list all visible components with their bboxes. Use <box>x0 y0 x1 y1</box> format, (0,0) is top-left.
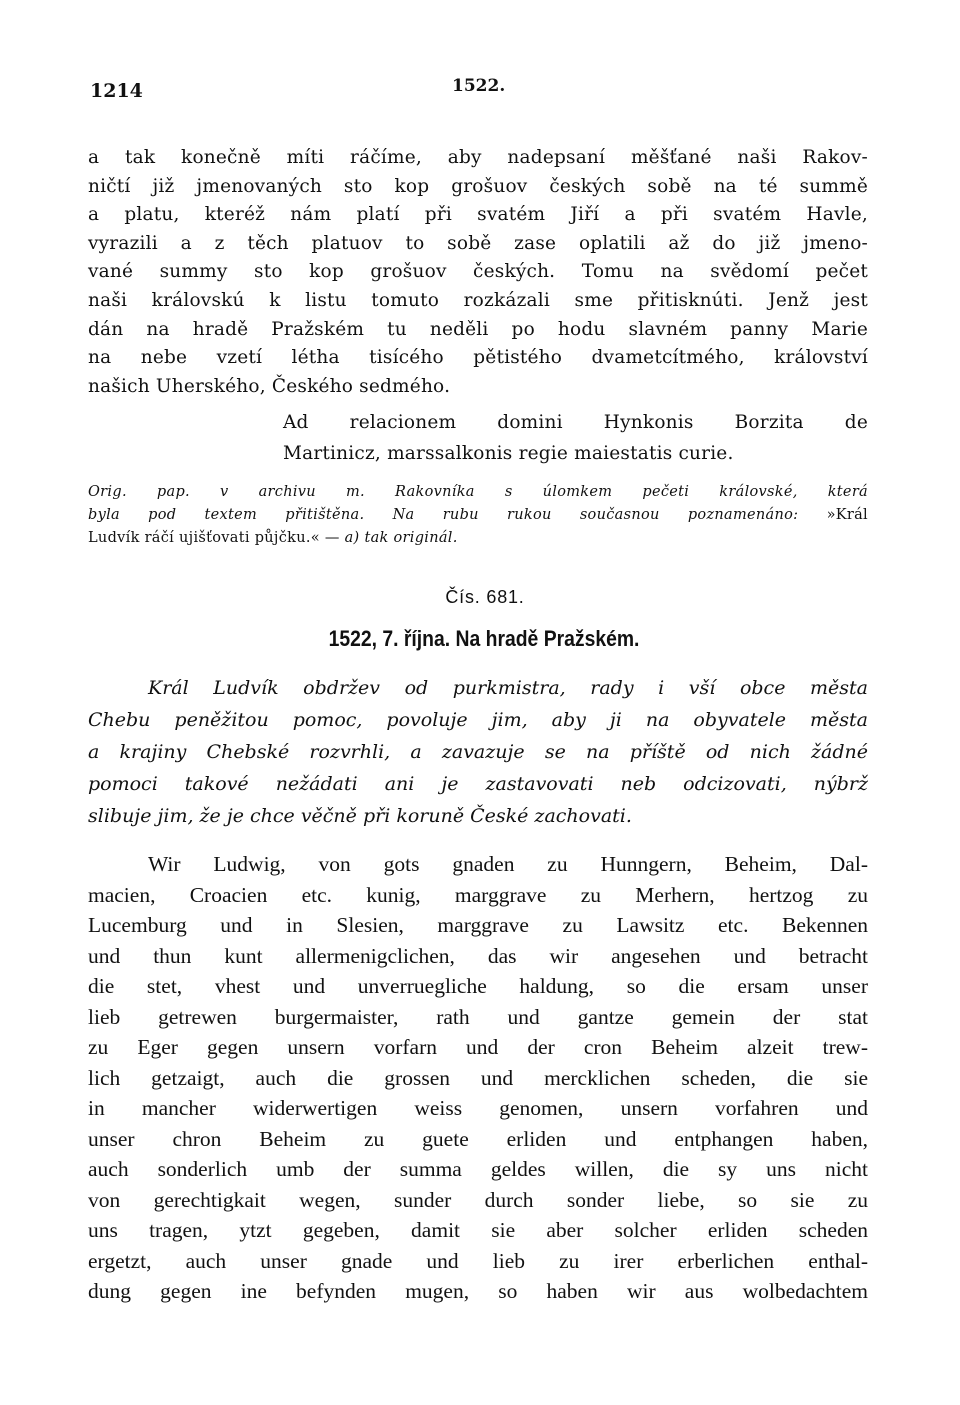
note-italic: Rakovníka s úlomkem pečeti královské, která <box>395 484 868 501</box>
text-line: a tak konečně míti ráčíme, aby nadepsaní měšťané naši Rakov- <box>88 147 868 168</box>
document-number: Čís. 681. <box>445 587 525 608</box>
page <box>88 72 868 1307</box>
text-line: Chebu peněžitou pomoc, povoluje jim, aby ji na obyvatele města <box>88 709 868 732</box>
text-line: vané summy sto kop grošuov českých. Tomu na svědomí pečet <box>88 261 868 283</box>
text-line: našich Uherského, Českého sedmého. <box>88 375 451 397</box>
text-line: Ad relacionem domini Hynkonis Borzita de <box>283 412 868 434</box>
note-italic: byla pod textem přitištěna. <box>88 507 365 524</box>
text-line: und thun kunt allermenigclichen, das wir angesehen und betracht <box>88 943 868 968</box>
page-number: 1214 <box>90 80 143 102</box>
text-line <box>88 504 868 527</box>
text-line: von gerechtigkait wegen, sunder durch sonder liebe, so sie zu <box>88 1187 868 1212</box>
note-quote: Ludvík ráčí ujišťovati půjčku.« <box>88 530 320 547</box>
note-footnote-mark: a) <box>344 530 360 547</box>
continuation-paragraph <box>88 144 868 401</box>
text-line <box>88 481 868 504</box>
text-line: vyrazili a z těch platuov to sobě zase oplatili až do již jmeno- <box>88 232 868 254</box>
text-line: in mancher widerwertigen weiss genomen, unsern vorfahren und <box>88 1096 868 1121</box>
text-line: auch sonderlich umb der summa geldes willen, die sy uns nicht <box>88 1157 868 1182</box>
archival-note <box>88 481 868 550</box>
text-line: Lucemburg und in Slesien, marggrave zu Lawsitz etc. Bekennen <box>88 913 868 938</box>
text-line: macien, Croacien etc. kunig, marggrave zu Merhern, hertzog zu <box>88 882 868 907</box>
text-line: ničtí již jmenovaných sto kop grošuov českých sobě na té summě <box>88 175 868 197</box>
text-line: lich getzaigt, auch die grossen und mercklichen scheden, die sie <box>88 1065 868 1090</box>
note-italic: tak originál. <box>364 530 458 547</box>
text-line: pomoci takové nežádati ani je zastavovati neb odcizovati, nýbrž <box>88 773 868 796</box>
text-line: Martinicz, marssalkonis regie maiestatis curie. <box>283 443 734 465</box>
document-text-paragraph <box>88 849 868 1307</box>
text-line: zu Eger gegen unsern vorfarn und der cron Beheim alzeit trew- <box>88 1035 868 1060</box>
note-italic: Na rubu rukou současnou poznamenáno: <box>392 507 799 524</box>
running-head <box>88 72 868 108</box>
note-dash: — <box>324 530 340 547</box>
text-line: na nebe vzetí létha tisícého pětistého dvametcítmého, království <box>88 347 868 369</box>
running-head-year: 1522. <box>452 76 506 96</box>
regest-paragraph <box>88 672 868 832</box>
note-italic: Orig. pap. v archivu m. <box>88 484 365 501</box>
text-line: dán na hradě Pražském tu neděli po hodu slavném panny Marie <box>88 318 868 340</box>
text-line: lieb getrewen burgermaister, rath und gantze gemein der stat <box>88 1004 868 1029</box>
text-line: ergetzt, auch unser gnade und lieb zu irer erberlichen enthal- <box>88 1248 868 1273</box>
text-line <box>88 527 868 550</box>
text-line: Wir Ludwig, von gots gnaden zu Hunngern, Beheim, Dal- <box>148 852 868 877</box>
text-line: die stet, vhest und unverruegliche haldung, so die ersam unser <box>88 974 868 999</box>
text-line: a platu, kteréž nám platí při svatém Jiří a při svatém Havle, <box>88 204 868 226</box>
text-line: unser chron Beheim zu guete erliden und entphangen haben, <box>88 1126 868 1151</box>
note-quote: »Král <box>826 507 868 524</box>
relation-note <box>283 407 868 469</box>
text-line: a krajiny Chebské rozvrhli, a zavazuje se na příště od nich žádné <box>88 741 868 764</box>
text-line: dung gegen ine befynden mugen, so haben wir aus wolbedachtem <box>88 1279 868 1304</box>
text-line: uns tragen, ytzt gegeben, damit sie aber solcher erliden scheden <box>88 1218 868 1243</box>
text-line: naši královskú k listu tomuto rozkázali sme přitisknúti. Jenž jest <box>88 289 868 311</box>
document-date-place: 1522, 7. října. Na hradě Pražském. <box>328 626 640 652</box>
text-line: slibuje jim, že je chce věčně při koruně České zachovati. <box>88 805 632 828</box>
text-line: Král Ludvík obdržev od purkmistra, rady i vší obce města <box>148 677 868 700</box>
